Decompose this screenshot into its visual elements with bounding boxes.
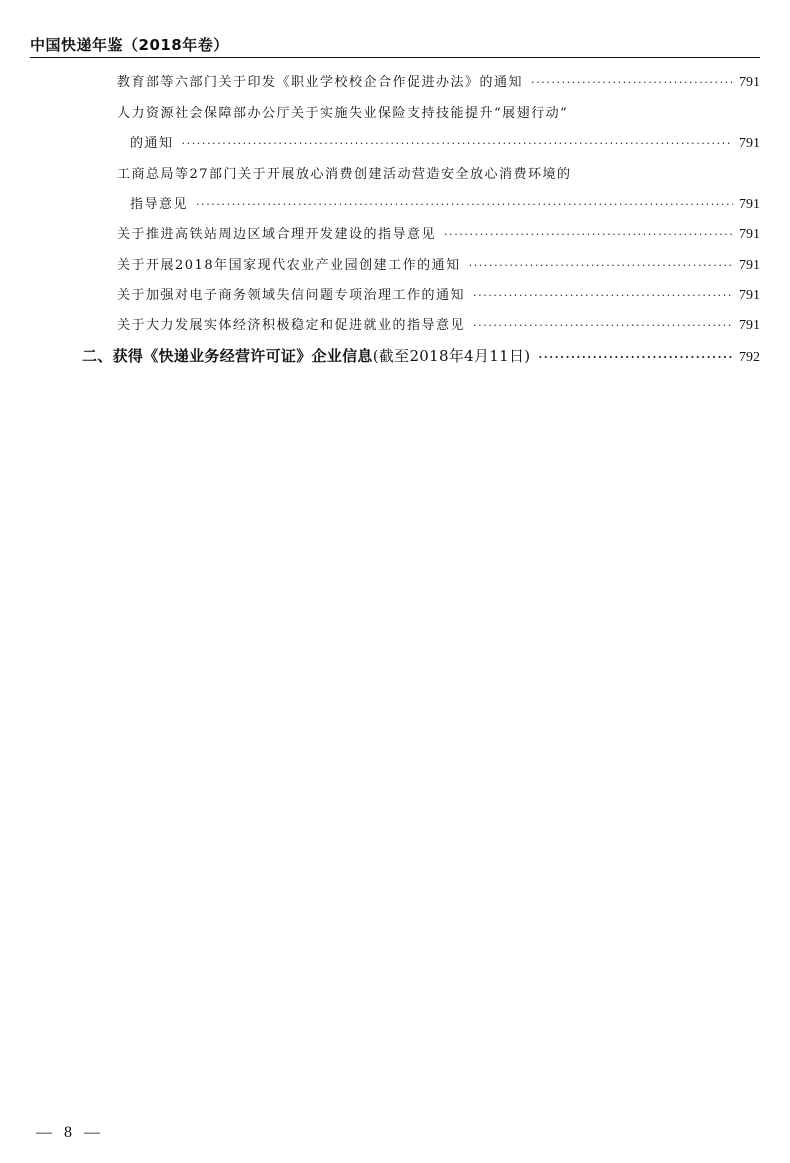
- toc-entry[interactable]: [117, 226, 760, 244]
- section-title-sub: (截至2018年4月11日): [372, 347, 531, 365]
- toc-entry-title: 的通知: [130, 136, 174, 151]
- toc-entry-continuation[interactable]: [130, 135, 760, 153]
- toc-entry[interactable]: [117, 105, 760, 123]
- dot-leader: [182, 135, 733, 153]
- toc-entry-page: 791: [739, 197, 760, 212]
- toc-entry-page: 791: [739, 227, 760, 242]
- toc-entry-continuation[interactable]: [130, 196, 760, 214]
- header-title: 中国快递年鉴（2018年卷）: [30, 36, 229, 54]
- toc-entry-page: 791: [739, 318, 760, 333]
- toc-entry-title: 人力资源社会保障部办公厅关于实施失业保险支持技能提升“展翅行动”: [117, 106, 569, 121]
- dot-leader: [444, 226, 733, 244]
- section-title: [82, 347, 530, 365]
- dot-leader: [531, 74, 733, 92]
- toc-entry-title: 关于推进高铁站周边区域合理开发建设的指导意见: [117, 227, 437, 242]
- toc-entry[interactable]: [117, 166, 760, 184]
- header-rule: [30, 57, 760, 58]
- toc-section-heading[interactable]: [82, 347, 760, 367]
- dot-leader: [473, 317, 733, 335]
- toc-entry-page: 791: [739, 258, 760, 273]
- dot-leader: [196, 196, 733, 214]
- toc-entry-page: 791: [739, 136, 760, 151]
- toc-entry-title: 关于加强对电子商务领域失信问题专项治理工作的通知: [117, 288, 466, 303]
- toc-entry-title: 关于开展2018年国家现代农业产业园创建工作的通知: [117, 258, 461, 273]
- toc-entry-page: 791: [739, 288, 760, 303]
- page-number: — 8 —: [36, 1124, 104, 1141]
- toc-entry-title: 工商总局等27部门关于开展放心消费创建活动营造安全放心消费环境的: [117, 167, 572, 182]
- toc-entry[interactable]: [117, 287, 760, 305]
- dot-leader: [538, 349, 733, 367]
- toc-entry-page: 791: [739, 75, 760, 90]
- toc-entry-title: 教育部等六部门关于印发《职业学校校企合作促进办法》的通知: [117, 75, 524, 90]
- section-title-main: 二、获得《快递业务经营许可证》企业信息: [82, 347, 373, 365]
- toc-entry-title: 指导意见: [130, 197, 189, 212]
- toc-entry[interactable]: [117, 257, 760, 275]
- dot-leader: [473, 287, 733, 305]
- toc-entry-title: 关于大力发展实体经济积极稳定和促进就业的指导意见: [117, 318, 466, 333]
- toc-entry[interactable]: [117, 317, 760, 335]
- toc-entry[interactable]: [117, 74, 760, 92]
- running-header: [30, 36, 760, 62]
- dot-leader: [469, 257, 733, 275]
- section-page: 792: [739, 350, 760, 365]
